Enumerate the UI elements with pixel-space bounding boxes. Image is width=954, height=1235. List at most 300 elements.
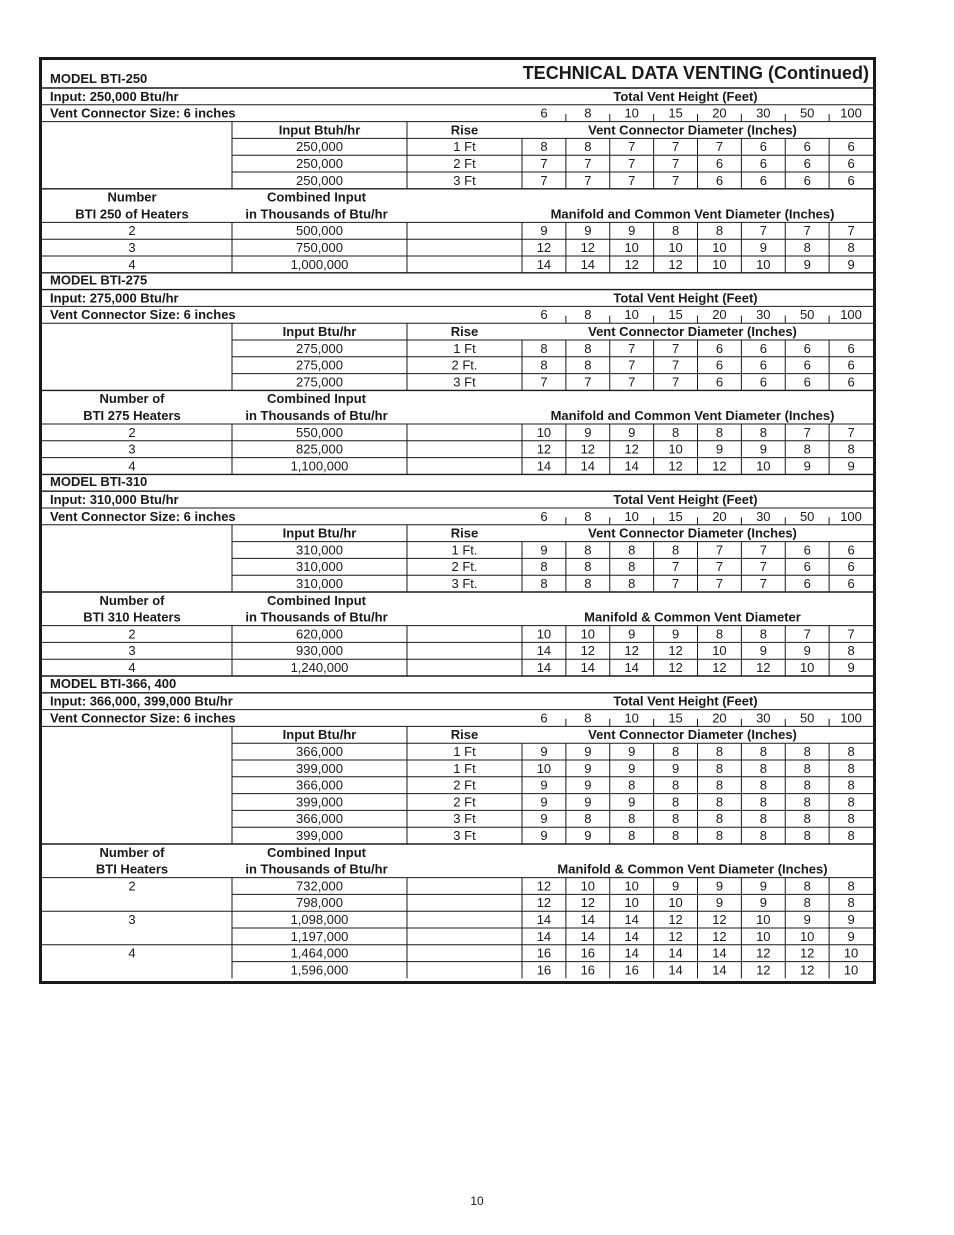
manifold-diameter-cell: 12: [668, 643, 683, 659]
vent-connector-size: Vent Connector Size: 6 inches: [50, 307, 236, 323]
connector-diameter-cell: 7: [715, 542, 724, 558]
manifold-diameter-cell: 16: [624, 962, 639, 978]
manifold-header-number: BTI 250 of Heaters: [75, 206, 189, 222]
height-header: 6: [540, 307, 548, 323]
connector-rise-cell: 3 Ft: [453, 172, 476, 188]
manifold-number-cell: 2: [128, 878, 136, 894]
model-input: Input: 250,000 Btu/hr: [50, 88, 179, 104]
connector-diameter-cell: 7: [628, 374, 636, 390]
manifold-diameter-cell: 9: [715, 441, 724, 457]
page-number: 10: [470, 1194, 484, 1208]
connector-diameter-cell: 8: [803, 794, 811, 810]
total-vent-height-label: Total Vent Height (Feet): [613, 88, 758, 104]
connector-diameter-cell: 7: [671, 559, 680, 575]
connector-diameter-cell: 8: [759, 777, 767, 793]
connector-input-cell: 366,000: [296, 744, 343, 759]
total-vent-height-label: Total Vent Height (Feet): [613, 290, 758, 306]
manifold-diameter-cell: 8: [847, 878, 855, 894]
connector-header-input: Input Btu/hr: [282, 727, 357, 743]
connector-diameter-cell: 8: [628, 576, 636, 591]
connector-rise-cell: 1 Ft.: [451, 542, 478, 558]
connector-diameter-cell: 9: [628, 794, 636, 810]
manifold-diameter-cell: 12: [536, 240, 552, 255]
manifold-header-input: in Thousands of Btu/hr: [245, 206, 388, 222]
manifold-number-cell: 4: [128, 256, 136, 272]
manifold-diameter-cell: 10: [843, 945, 859, 961]
manifold-diameter-cell: 14: [580, 458, 596, 474]
manifold-diameter-cell: 9: [628, 424, 636, 440]
manifold-input-cell: 750,000: [296, 240, 343, 255]
vent-connector-size: Vent Connector Size: 6 inches: [50, 508, 236, 524]
height-header: 20: [712, 710, 727, 726]
connector-diameter-cell: 7: [671, 156, 680, 171]
connector-diameter-cell: 7: [671, 357, 680, 373]
connector-diameter-cell: 9: [540, 811, 548, 827]
connector-diameter-cell: 9: [584, 760, 592, 776]
manifold-diameter-cell: 14: [580, 928, 596, 944]
manifold-diameter-cell: 14: [580, 912, 596, 927]
connector-diameter-cell: 7: [759, 576, 767, 591]
connector-header-input: Input Btu/hr: [282, 324, 357, 339]
manifold-diameter-cell: 12: [536, 441, 552, 457]
manifold-diameter-cell: 14: [536, 660, 552, 675]
connector-diameter-cell: 6: [847, 542, 855, 558]
manifold-diameter-cell: 14: [536, 458, 552, 474]
manifold-header-number: Number of: [99, 391, 165, 407]
manifold-diameter-cell: 10: [580, 626, 596, 642]
manifold-input-cell: 550,000: [296, 424, 343, 440]
height-header: 10: [624, 710, 639, 726]
connector-input-cell: 275,000: [296, 340, 343, 356]
connector-diameter-cell: 7: [671, 374, 680, 390]
connector-diameter-cell: 8: [671, 542, 680, 558]
manifold-diameter-cell: 7: [759, 223, 767, 239]
height-header: 100: [840, 105, 862, 121]
connector-diameter-cell: 8: [584, 340, 592, 356]
manifold-diameter-cell: 14: [624, 945, 639, 961]
connector-diameter-cell: 8: [584, 542, 592, 558]
manifold-diameter-cell: 9: [803, 643, 811, 659]
vent-connector-size: Vent Connector Size: 6 inches: [50, 105, 236, 121]
manifold-header-diameter: Manifold & Common Vent Diameter: [584, 609, 801, 625]
manifold-diameter-cell: 14: [536, 912, 552, 927]
connector-diameter-cell: 8: [847, 760, 855, 776]
connector-diameter-cell: 6: [803, 576, 811, 591]
manifold-diameter-cell: 12: [536, 878, 552, 894]
manifold-diameter-cell: 10: [668, 240, 683, 255]
connector-diameter-cell: 8: [715, 794, 724, 810]
manifold-input-cell: 500,000: [296, 223, 343, 239]
connector-input-cell: 399,000: [296, 828, 343, 843]
connector-diameter-cell: 6: [759, 374, 767, 390]
height-header: 8: [584, 710, 592, 726]
connector-diameter-cell: 6: [715, 340, 724, 356]
manifold-diameter-cell: 10: [624, 895, 639, 911]
manifold-diameter-cell: 9: [759, 895, 767, 911]
manifold-diameter-cell: 16: [580, 945, 596, 961]
manifold-diameter-cell: 9: [628, 223, 636, 239]
connector-diameter-cell: 7: [584, 374, 592, 390]
manifold-diameter-cell: 14: [712, 962, 727, 978]
manifold-diameter-cell: 10: [799, 928, 815, 944]
connector-header-diameter: Vent Connector Diameter (Inches): [588, 727, 797, 743]
manifold-diameter-cell: 12: [668, 256, 683, 272]
manifold-diameter-cell: 8: [847, 441, 855, 457]
manifold-diameter-cell: 12: [668, 928, 683, 944]
connector-diameter-cell: 8: [715, 811, 724, 827]
connector-diameter-cell: 8: [715, 828, 724, 843]
connector-diameter-cell: 6: [715, 357, 724, 373]
manifold-diameter-cell: 8: [715, 626, 724, 642]
connector-rise-cell: 3 Ft.: [451, 576, 478, 591]
connector-diameter-cell: 7: [540, 156, 548, 171]
manifold-diameter-cell: 9: [715, 878, 724, 894]
height-header: 20: [712, 508, 727, 524]
connector-rise-cell: 1 Ft: [453, 760, 476, 776]
connector-diameter-cell: 7: [759, 542, 767, 558]
manifold-diameter-cell: 7: [847, 626, 855, 642]
manifold-diameter-cell: 8: [803, 240, 811, 255]
model-input: Input: 310,000 Btu/hr: [50, 492, 179, 507]
connector-diameter-cell: 8: [628, 542, 636, 558]
connector-diameter-cell: 7: [628, 357, 636, 373]
connector-diameter-cell: 8: [540, 559, 548, 575]
connector-diameter-cell: 6: [803, 340, 811, 356]
connector-input-cell: 250,000: [296, 139, 343, 155]
manifold-diameter-cell: 10: [712, 240, 727, 255]
connector-diameter-cell: 7: [628, 139, 636, 155]
venting-table-svg: [42, 60, 873, 981]
height-header: 8: [584, 105, 592, 121]
connector-diameter-cell: 6: [803, 139, 811, 155]
manifold-input-cell: 1,464,000: [290, 945, 349, 961]
manifold-diameter-cell: 8: [671, 424, 680, 440]
connector-diameter-cell: 8: [759, 828, 767, 843]
connector-diameter-cell: 6: [847, 576, 855, 591]
connector-diameter-cell: 6: [847, 374, 855, 390]
manifold-diameter-cell: 9: [847, 912, 855, 927]
manifold-diameter-cell: 14: [536, 256, 552, 272]
connector-diameter-cell: 7: [715, 576, 724, 591]
manifold-diameter-cell: 8: [715, 223, 724, 239]
manifold-diameter-cell: 7: [847, 424, 855, 440]
model-name: MODEL BTI-250: [50, 71, 148, 86]
manifold-diameter-cell: 9: [847, 256, 855, 272]
connector-diameter-cell: 6: [803, 172, 811, 188]
connector-rise-cell: 2 Ft: [453, 794, 476, 810]
manifold-header-input: in Thousands of Btu/hr: [245, 861, 388, 877]
connector-rise-cell: 2 Ft: [453, 777, 476, 793]
connector-diameter-cell: 8: [628, 777, 636, 793]
connector-diameter-cell: 8: [847, 811, 855, 827]
manifold-diameter-cell: 10: [843, 962, 859, 978]
connector-input-cell: 250,000: [296, 172, 343, 188]
connector-header-input: Input Btu/hr: [282, 525, 357, 541]
connector-input-cell: 310,000: [296, 559, 343, 575]
connector-input-cell: 275,000: [296, 374, 343, 390]
connector-diameter-cell: 8: [671, 777, 680, 793]
manifold-diameter-cell: 12: [668, 912, 683, 927]
connector-rise-cell: 2 Ft.: [451, 357, 478, 373]
connector-input-cell: 366,000: [296, 811, 343, 827]
manifold-number-cell: 4: [128, 660, 136, 675]
manifold-diameter-cell: 9: [671, 878, 680, 894]
connector-diameter-cell: 6: [715, 156, 724, 171]
connector-header-rise: Rise: [450, 727, 479, 743]
manifold-number-cell: 3: [128, 441, 136, 457]
connector-rise-cell: 1 Ft: [453, 139, 476, 155]
manifold-diameter-cell: 9: [584, 424, 592, 440]
connector-diameter-cell: 9: [628, 760, 636, 776]
connector-diameter-cell: 6: [759, 156, 767, 171]
connector-input-cell: 399,000: [296, 794, 343, 810]
venting-data-table: [39, 57, 876, 984]
connector-diameter-cell: 6: [803, 374, 811, 390]
connector-rise-cell: 2 Ft: [453, 156, 476, 171]
manifold-diameter-cell: 9: [847, 660, 855, 675]
connector-diameter-cell: 9: [584, 794, 592, 810]
connector-diameter-cell: 8: [759, 794, 767, 810]
height-header: 50: [799, 307, 815, 323]
manifold-number-cell: 4: [128, 458, 136, 474]
manifold-diameter-cell: 14: [536, 928, 552, 944]
connector-diameter-cell: 8: [847, 777, 855, 793]
connector-rise-cell: 3 Ft: [453, 811, 476, 827]
connector-diameter-cell: 8: [584, 576, 592, 591]
model-name: MODEL BTI-310: [50, 474, 148, 490]
manifold-diameter-cell: 8: [759, 424, 767, 440]
manifold-input-cell: 825,000: [296, 441, 343, 457]
connector-diameter-cell: 9: [540, 777, 548, 793]
connector-diameter-cell: 6: [759, 357, 767, 373]
manifold-diameter-cell: 16: [536, 962, 552, 978]
manifold-header-input: in Thousands of Btu/hr: [245, 609, 388, 625]
manifold-input-cell: 930,000: [296, 643, 343, 659]
connector-diameter-cell: 8: [803, 760, 811, 776]
height-header: 30: [756, 105, 771, 121]
connector-diameter-cell: 8: [584, 357, 592, 373]
height-header: 50: [799, 710, 815, 726]
manifold-diameter-cell: 7: [803, 626, 811, 642]
manifold-diameter-cell: 12: [799, 945, 815, 961]
connector-diameter-cell: 8: [803, 777, 811, 793]
height-header: 15: [668, 307, 683, 323]
connector-input-cell: 310,000: [296, 576, 343, 591]
connector-diameter-cell: 7: [584, 156, 592, 171]
manifold-diameter-cell: 8: [803, 441, 811, 457]
connector-diameter-cell: 8: [584, 559, 592, 575]
manifold-diameter-cell: 8: [715, 424, 724, 440]
manifold-diameter-cell: 9: [540, 223, 548, 239]
manifold-diameter-cell: 9: [759, 441, 767, 457]
connector-rise-cell: 1 Ft: [453, 340, 476, 356]
connector-diameter-cell: 7: [671, 576, 680, 591]
manifold-input-cell: 620,000: [296, 626, 343, 642]
connector-diameter-cell: 9: [628, 744, 636, 759]
connector-input-cell: 275,000: [296, 357, 343, 373]
manifold-diameter-cell: 9: [715, 895, 724, 911]
manifold-input-cell: 1,596,000: [290, 962, 349, 978]
manifold-diameter-cell: 14: [624, 928, 639, 944]
manifold-diameter-cell: 10: [536, 626, 552, 642]
manifold-diameter-cell: 12: [712, 912, 727, 927]
manifold-diameter-cell: 14: [668, 962, 683, 978]
manifold-header-number: Number of: [99, 592, 165, 608]
connector-input-cell: 366,000: [296, 777, 343, 793]
connector-diameter-cell: 8: [803, 744, 811, 759]
connector-diameter-cell: 6: [759, 340, 767, 356]
connector-diameter-cell: 7: [540, 374, 548, 390]
connector-diameter-cell: 8: [847, 794, 855, 810]
page-title: TECHNICAL DATA VENTING (Continued): [522, 63, 869, 83]
connector-rise-cell: 3 Ft: [453, 374, 476, 390]
manifold-diameter-cell: 12: [668, 660, 683, 675]
connector-diameter-cell: 6: [759, 172, 767, 188]
connector-rise-cell: 3 Ft: [453, 828, 476, 843]
connector-input-cell: 310,000: [296, 542, 343, 558]
connector-diameter-cell: 8: [540, 357, 548, 373]
manifold-input-cell: 1,000,000: [290, 256, 349, 272]
connector-header-rise: Rise: [450, 525, 479, 541]
manifold-diameter-cell: 14: [624, 660, 639, 675]
connector-diameter-cell: 8: [584, 811, 592, 827]
connector-diameter-cell: 7: [540, 172, 548, 188]
manifold-diameter-cell: 9: [803, 912, 811, 927]
connector-diameter-cell: 8: [847, 828, 855, 843]
connector-diameter-cell: 6: [847, 172, 855, 188]
manifold-diameter-cell: 12: [624, 643, 639, 659]
manifold-number-cell: 3: [128, 240, 136, 255]
manifold-diameter-cell: 8: [803, 895, 811, 911]
manifold-diameter-cell: 12: [580, 643, 596, 659]
manifold-diameter-cell: 14: [624, 458, 639, 474]
manifold-header-input: Combined Input: [267, 189, 366, 205]
connector-diameter-cell: 6: [847, 357, 855, 373]
manifold-diameter-cell: 9: [847, 928, 855, 944]
connector-diameter-cell: 8: [759, 811, 767, 827]
manifold-diameter-cell: 10: [624, 240, 639, 255]
manifold-header-diameter: Manifold and Common Vent Diameter (Inches): [550, 408, 835, 423]
model-name: MODEL BTI-275: [50, 272, 148, 288]
connector-diameter-cell: 6: [803, 357, 811, 373]
connector-diameter-cell: 8: [803, 811, 811, 827]
manifold-diameter-cell: 12: [712, 660, 727, 675]
manifold-diameter-cell: 7: [803, 223, 811, 239]
manifold-diameter-cell: 12: [580, 441, 596, 457]
connector-diameter-cell: 6: [715, 172, 724, 188]
manifold-diameter-cell: 9: [847, 458, 855, 474]
manifold-header-diameter: Manifold & Common Vent Diameter (Inches): [557, 861, 828, 877]
manifold-diameter-cell: 10: [712, 643, 727, 659]
manifold-header-number: BTI 310 Heaters: [83, 609, 181, 625]
manifold-number-cell: 3: [128, 643, 136, 659]
connector-diameter-cell: 8: [628, 559, 636, 575]
manifold-diameter-cell: 9: [759, 240, 767, 255]
connector-diameter-cell: 10: [536, 760, 552, 776]
connector-diameter-cell: 8: [715, 744, 724, 759]
model-input: Input: 366,000, 399,000 Btu/hr: [50, 693, 233, 709]
connector-diameter-cell: 9: [671, 760, 680, 776]
connector-diameter-cell: 9: [584, 777, 592, 793]
manifold-diameter-cell: 12: [580, 895, 596, 911]
connector-diameter-cell: 9: [540, 794, 548, 810]
manifold-diameter-cell: 9: [759, 878, 767, 894]
manifold-diameter-cell: 14: [712, 945, 727, 961]
connector-diameter-cell: 6: [715, 374, 724, 390]
height-header: 30: [756, 508, 771, 524]
manifold-diameter-cell: 14: [580, 256, 596, 272]
connector-diameter-cell: 9: [540, 744, 548, 759]
connector-diameter-cell: 8: [540, 340, 548, 356]
manifold-diameter-cell: 10: [668, 441, 683, 457]
manifold-diameter-cell: 10: [756, 912, 771, 927]
manifold-diameter-cell: 10: [756, 256, 771, 272]
connector-diameter-cell: 6: [803, 156, 811, 171]
manifold-header-number: Number of: [99, 844, 165, 860]
height-header: 50: [799, 105, 815, 121]
connector-diameter-cell: 6: [759, 139, 767, 155]
connector-diameter-cell: 9: [540, 542, 548, 558]
manifold-diameter-cell: 14: [668, 945, 683, 961]
height-header: 8: [584, 307, 592, 323]
manifold-header-number: BTI 275 Heaters: [83, 408, 181, 423]
connector-diameter-cell: 6: [847, 139, 855, 155]
connector-diameter-cell: 8: [715, 760, 724, 776]
manifold-diameter-cell: 12: [536, 895, 552, 911]
connector-diameter-cell: 9: [540, 828, 548, 843]
connector-diameter-cell: 7: [584, 172, 592, 188]
connector-diameter-cell: 8: [671, 828, 680, 843]
manifold-diameter-cell: 10: [624, 878, 639, 894]
manifold-diameter-cell: 10: [580, 878, 596, 894]
manifold-input-cell: 732,000: [296, 878, 343, 894]
manifold-diameter-cell: 10: [799, 660, 815, 675]
height-header: 30: [756, 307, 771, 323]
height-header: 10: [624, 508, 639, 524]
manifold-input-cell: 1,240,000: [290, 660, 349, 675]
manifold-number-cell: 2: [128, 223, 136, 239]
manifold-diameter-cell: 12: [756, 660, 771, 675]
connector-diameter-cell: 8: [584, 139, 592, 155]
manifold-diameter-cell: 9: [628, 626, 636, 642]
manifold-diameter-cell: 12: [799, 962, 815, 978]
manifold-diameter-cell: 10: [756, 928, 771, 944]
manifold-input-cell: 798,000: [296, 895, 343, 911]
connector-diameter-cell: 8: [847, 744, 855, 759]
connector-diameter-cell: 8: [759, 744, 767, 759]
manifold-diameter-cell: 14: [580, 660, 596, 675]
connector-header-diameter: Vent Connector Diameter (Inches): [588, 324, 797, 339]
connector-diameter-cell: 8: [628, 811, 636, 827]
height-header: 10: [624, 105, 639, 121]
height-header: 30: [756, 710, 771, 726]
manifold-diameter-cell: 16: [536, 945, 552, 961]
manifold-input-cell: 1,197,000: [290, 928, 349, 944]
manifold-diameter-cell: 12: [756, 945, 771, 961]
height-header: 20: [712, 105, 727, 121]
manifold-header-input: Combined Input: [267, 592, 366, 608]
manifold-diameter-cell: 8: [671, 223, 680, 239]
connector-diameter-cell: 7: [759, 559, 767, 575]
manifold-diameter-cell: 12: [712, 458, 727, 474]
manifold-header-diameter: Manifold and Common Vent Diameter (Inches): [550, 206, 835, 222]
connector-diameter-cell: 8: [671, 794, 680, 810]
connector-diameter-cell: 6: [803, 542, 811, 558]
connector-diameter-cell: 8: [715, 777, 724, 793]
connector-diameter-cell: 7: [628, 340, 636, 356]
manifold-number-cell: 2: [128, 424, 136, 440]
total-vent-height-label: Total Vent Height (Feet): [613, 693, 758, 709]
